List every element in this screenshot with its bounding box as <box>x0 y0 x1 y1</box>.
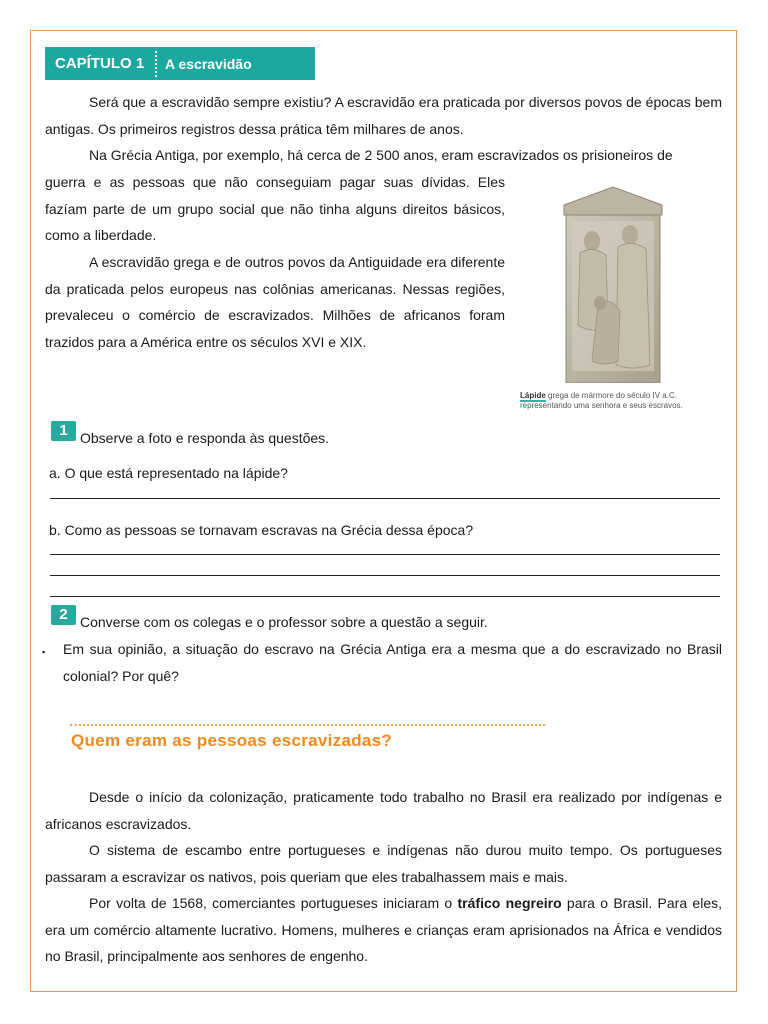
question-1-prompt: Observe a foto e responda às questões. <box>80 430 330 446</box>
intro-paragraph-3: A escravidão grega e de outros povos da Antiguidade era diferente da praticada pelos europeus nas colônias americanas. Nessas regiões, prevaleceu o comércio de escravizados. Milhões de africanos foram trazidos para a América entre os séculos XVI e XIX. <box>45 254 505 351</box>
answer-line-1b-1[interactable] <box>50 554 720 555</box>
intro-paragraph-2-rest: guerra e as pessoas que não conseguiam pagar suas dívidas. Eles fazíam parte de um grupo social que não tinha alguns direitos básicos, como a liberdade. <box>45 174 505 244</box>
intro-paragraph-1: Será que a escravidão sempre existiu? A escravidão era praticada por diversos povos de épocas bem antigas. Os primeiros registros dessa prática têm milhares de anos. <box>45 94 722 137</box>
greek-stele-image <box>562 185 664 383</box>
section-paragraph-1: Desde o início da colonização, praticamente todo trabalho no Brasil era realizado por indígenas e africanos escravizados. <box>45 789 722 832</box>
question-2-prompt: Converse com os colegas e o professor sobre a questão a seguir. <box>80 614 488 630</box>
intro-paragraph-2-line-1: Na Grécia Antiga, por exemplo, há cerca de 2 500 anos, eram escravizados os prisioneiros de <box>89 147 673 163</box>
chapter-number: CAPÍTULO 1 <box>55 55 145 72</box>
bullet-icon: ▪ <box>42 647 46 657</box>
question-2-badge: 2 <box>51 605 76 625</box>
chapter-banner <box>45 47 315 80</box>
answer-line-1a[interactable] <box>50 498 720 499</box>
figure-caption <box>520 391 720 411</box>
caption-term: Lápide <box>520 391 546 400</box>
question-1b: b. Como as pessoas se tornavam escravas na Grécia dessa época? <box>49 522 474 538</box>
section-paragraph-2: O sistema de escambo entre portugueses e indígenas não durou muito tempo. Os portugueses passaram a escravizar os nativos, pois queriam que eles trabalhassem mais e mais. <box>45 842 722 885</box>
answer-line-1b-2[interactable] <box>50 575 720 576</box>
question-2-bullet-text: Em sua opinião, a situação do escravo na Grécia Antiga era a mesma que a do escravizado no Brasil colonial? Por quê? <box>63 641 722 684</box>
chapter-title: A escravidão <box>165 55 252 72</box>
section-paragraph-3 <box>45 890 722 970</box>
question-1a: a. O que está representado na lápide? <box>49 465 288 481</box>
question-1-badge: 1 <box>51 421 76 441</box>
trafico-negreiro-term: tráfico negreiro <box>457 895 562 911</box>
section-paragraph-3-end: para o Brasil. Para eles, era um comércio altamente lucrativo. Homens, mulheres e crianças eram aprisionados na África e vendidos no Brasil, principalmente aos senhores de engenho. <box>45 895 722 965</box>
answer-line-1b-3[interactable] <box>50 596 720 597</box>
chapter-separator <box>155 51 157 77</box>
section-dotted-rule <box>70 724 545 726</box>
caption-text: grega de mármore do século IV a.C. representando uma senhora e seus escravos. <box>520 391 683 410</box>
section-paragraph-3-start: Por volta de 1568, comerciantes portugueses iniciaram o <box>89 895 458 911</box>
section-title: Quem eram as pessoas escravizadas? <box>71 731 393 750</box>
